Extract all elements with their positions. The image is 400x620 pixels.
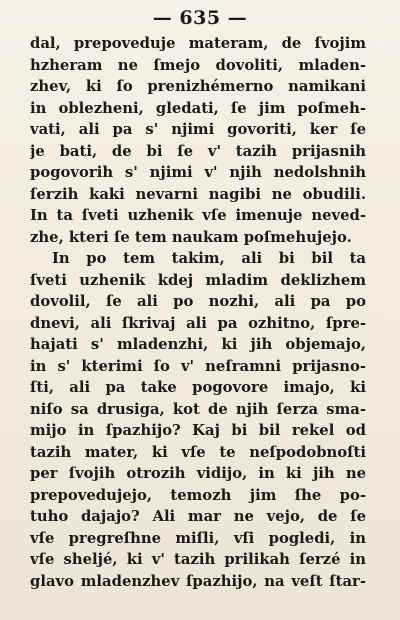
text-line: per ſvojih otrozih vidijo, in ki jih ne [30, 465, 366, 482]
text-line: je bati, de bi ſe v' tazih prijasnih [30, 142, 366, 160]
text-line: mijo in ſpazhijo? Kaj bi bil rekel od [30, 422, 366, 439]
text-line: tuho dajajo? Ali mar ne vejo, de ſe [30, 508, 366, 525]
text-line: zhe, kteri ſe tem naukam poſmehujejo. [30, 228, 352, 246]
text-line: In ta ſveti uzhenik vſe imenuje neved- [30, 207, 366, 224]
text-line: hzheram ne ſmejo dovoliti, mladen- [30, 56, 366, 74]
body-text [30, 33, 366, 592]
text-line: dal, prepoveduje materam, de ſvojim [30, 35, 366, 52]
text-line: ſerzih kaki nevarni nagibi ne obudili. [30, 185, 366, 203]
text-line: niſo sa drusiga, kot de njih ſerza sma- [30, 400, 366, 418]
text-line: tazih mater, ki vſe te neſpodobnoſti [30, 443, 366, 461]
text-line: In po tem takim, ali bi bil ta [52, 250, 366, 267]
text-line: hajati s' mladenzhi, ki jih objemajo, [30, 336, 366, 353]
text-line: ſti, ali pa take pogovore imajo, ki [30, 379, 366, 396]
text-line: dovolil, ſe ali po nozhi, ali pa po [30, 293, 366, 310]
text-line: vſe sheljé, ki v' tazih prilikah ſerzé in [30, 551, 366, 568]
text-line: vſe pregreſhne miſli, vſi pogledi, in [30, 529, 366, 547]
text-line: in oblezheni, gledati, ſe jim poſmeh- [30, 99, 366, 117]
text-line: prepovedujejo, temozh jim ſhe po- [30, 486, 366, 504]
text-line: ſveti uzhenik kdej mladim deklizhem [30, 271, 366, 289]
text-line: in s' kterimi ſo v' neſramni prijasno- [30, 357, 366, 375]
text-line: zhev, ki ſo prenizhémerno namikani [30, 78, 366, 95]
text-line: dnevi, ali ſkrivaj ali pa ozhitno, ſpre- [30, 314, 366, 332]
text-line: glavo mladenzhev ſpazhijo, na veſt ſtar- [30, 572, 366, 590]
text-line: pogovorih s' njimi v' njih nedolshnih [30, 164, 366, 181]
page-number-header: — 635 — [152, 7, 248, 29]
text-line: vati, ali pa s' njimi govoriti, ker ſe [30, 121, 366, 138]
